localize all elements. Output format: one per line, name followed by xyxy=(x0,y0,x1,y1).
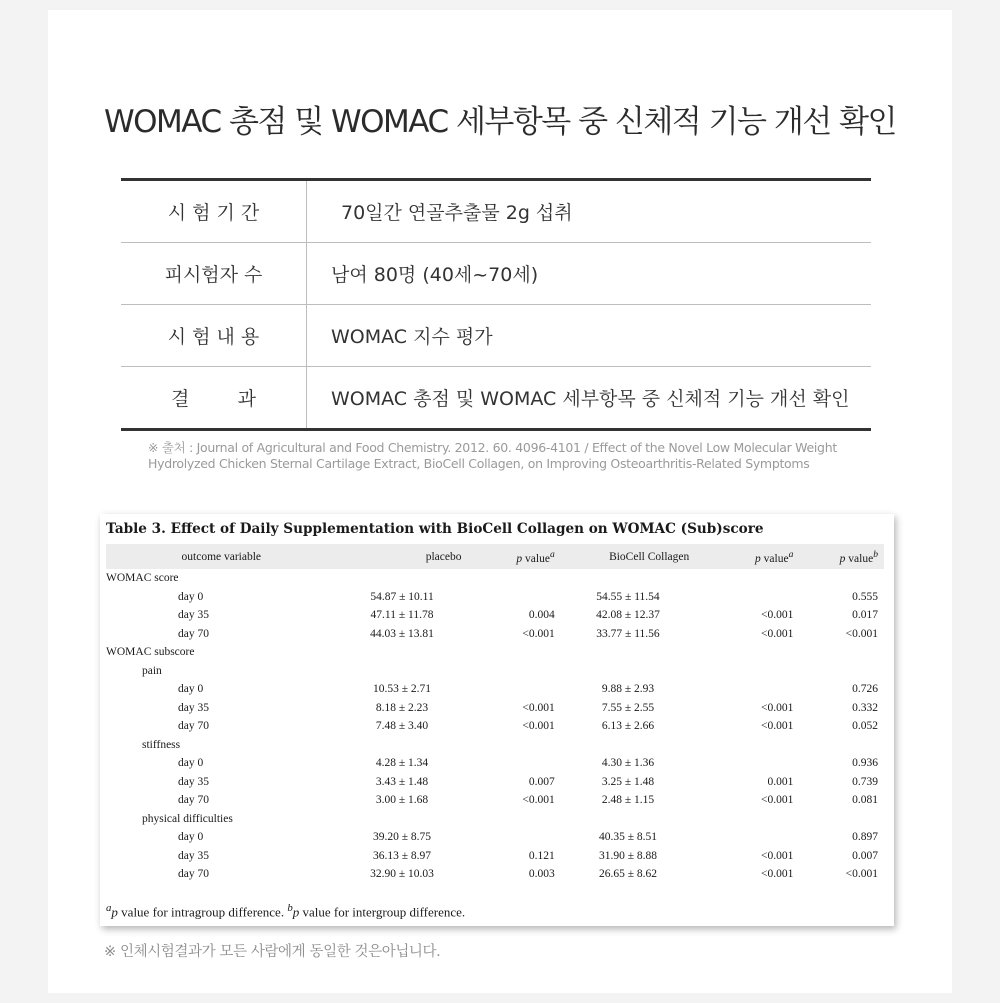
biocell-value xyxy=(561,569,696,588)
placebo-p-value: <0.001 xyxy=(522,627,555,640)
placebo-p-value: <0.001 xyxy=(522,720,555,733)
placebo-p-value xyxy=(467,662,560,681)
row-label: pain xyxy=(142,664,162,677)
placebo-value xyxy=(337,810,468,829)
intergroup-p-value xyxy=(799,569,884,588)
biocell-value xyxy=(561,810,696,829)
info-row-subjects xyxy=(121,243,871,305)
intergroup-p-value: <0.001 xyxy=(845,627,878,640)
placebo-p-value xyxy=(467,828,560,847)
table-row xyxy=(106,606,884,625)
biocell-p-value xyxy=(695,569,799,588)
placebo-value: 8.18 ± 2.23 xyxy=(375,701,429,714)
study-info-table xyxy=(121,178,871,431)
table-body xyxy=(106,569,884,884)
info-label: 피시험자 수 xyxy=(121,243,307,305)
placebo-p-value xyxy=(467,680,560,699)
row-label: day 0 xyxy=(178,757,204,770)
placebo-value: 3.00 ± 1.68 xyxy=(375,794,429,807)
table-row xyxy=(106,680,884,699)
womac-table xyxy=(106,544,884,884)
placebo-p-value xyxy=(467,588,560,607)
biocell-p-value: <0.001 xyxy=(760,868,794,881)
row-label: WOMAC subscore xyxy=(106,646,195,659)
placebo-p-value: 0.003 xyxy=(528,868,555,881)
placebo-value: 7.48 ± 3.40 xyxy=(375,720,429,733)
row-label: stiffness xyxy=(142,738,181,751)
table-row xyxy=(106,791,884,810)
intergroup-p-value: <0.001 xyxy=(845,868,878,881)
row-label: day 70 xyxy=(178,627,209,640)
header-p-value-a: p value$^a$ xyxy=(467,544,560,569)
placebo-p-value xyxy=(467,754,560,773)
table-image xyxy=(100,514,894,926)
biocell-p-value: <0.001 xyxy=(760,720,794,733)
biocell-p-value xyxy=(695,810,799,829)
biocell-value: 31.90 ± 8.88 xyxy=(598,849,658,862)
biocell-p-value xyxy=(695,680,799,699)
biocell-p-value: 0.001 xyxy=(767,775,794,788)
header-outcome: outcome variable xyxy=(106,544,337,569)
table-row xyxy=(106,643,884,662)
biocell-p-value xyxy=(695,588,799,607)
table-row xyxy=(106,828,884,847)
content-panel xyxy=(48,10,952,993)
info-row-content xyxy=(121,305,871,367)
intergroup-p-value xyxy=(799,643,884,662)
header-placebo: placebo xyxy=(337,544,468,569)
biocell-value: 42.08 ± 12.37 xyxy=(596,609,660,622)
row-label: day 70 xyxy=(178,794,209,807)
table-row xyxy=(106,699,884,718)
biocell-p-value: <0.001 xyxy=(760,701,794,714)
placebo-value xyxy=(337,662,468,681)
placebo-value: 10.53 ± 2.71 xyxy=(372,683,432,696)
info-row-period xyxy=(121,180,871,243)
info-value: WOMAC 지수 평가 xyxy=(307,305,872,367)
table-caption: Table 3. Effect of Daily Supplementation with BioCell Collagen on WOMAC (Sub)score xyxy=(106,521,764,537)
table-header-row xyxy=(106,544,884,569)
row-label: day 0 xyxy=(178,683,204,696)
info-label: 시 험 기 간 xyxy=(121,180,307,243)
table-row xyxy=(106,569,884,588)
intergroup-p-value: 0.726 xyxy=(852,683,878,696)
header-biocell: BioCell Collagen xyxy=(561,544,696,569)
biocell-p-value xyxy=(695,643,799,662)
placebo-p-value: 0.007 xyxy=(528,775,555,788)
biocell-p-value xyxy=(695,662,799,681)
table-row xyxy=(106,810,884,829)
placebo-value: 47.11 ± 11.78 xyxy=(370,609,434,622)
row-label: physical difficulties xyxy=(142,812,233,825)
table-row xyxy=(106,588,884,607)
biocell-p-value xyxy=(695,736,799,755)
intergroup-p-value: 0.332 xyxy=(852,701,878,714)
row-label: day 0 xyxy=(178,831,204,844)
biocell-value: 33.77 ± 11.56 xyxy=(596,627,660,640)
intergroup-p-value xyxy=(799,736,884,755)
info-row-result xyxy=(121,367,871,430)
row-label: day 35 xyxy=(178,775,209,788)
placebo-value: 39.20 ± 8.75 xyxy=(372,831,432,844)
placebo-value xyxy=(337,643,468,662)
header-p-value-a: p value$^a$ xyxy=(695,544,799,569)
placebo-p-value: <0.001 xyxy=(522,794,555,807)
row-label: day 70 xyxy=(178,720,209,733)
table-row xyxy=(106,773,884,792)
row-label: day 35 xyxy=(178,609,209,622)
intergroup-p-value: 0.052 xyxy=(852,720,878,733)
info-value: 70일간 연골추출물 2g 섭취 xyxy=(341,202,573,224)
biocell-p-value: <0.001 xyxy=(760,627,794,640)
biocell-value xyxy=(561,736,696,755)
table-row xyxy=(106,847,884,866)
biocell-p-value xyxy=(695,828,799,847)
placebo-p-value xyxy=(467,643,560,662)
info-value: WOMAC 총점 및 WOMAC 세부항목 중 신체적 기능 개선 확인 xyxy=(307,367,872,430)
biocell-value: 9.88 ± 2.93 xyxy=(601,683,655,696)
intergroup-p-value: 0.936 xyxy=(852,757,878,770)
intergroup-p-value xyxy=(799,810,884,829)
row-label: day 0 xyxy=(178,590,204,603)
table-row xyxy=(106,754,884,773)
header-p-value-b: p value$^b$ xyxy=(799,544,884,569)
placebo-value: 44.03 ± 13.81 xyxy=(370,627,434,640)
biocell-value: 26.65 ± 8.62 xyxy=(598,868,658,881)
biocell-value: 7.55 ± 2.55 xyxy=(601,701,655,714)
intergroup-p-value: 0.007 xyxy=(852,849,878,862)
intergroup-p-value: 0.017 xyxy=(852,609,878,622)
biocell-value xyxy=(561,662,696,681)
row-label: WOMAC score xyxy=(106,572,179,585)
row-label: day 35 xyxy=(178,849,209,862)
intergroup-p-value: 0.081 xyxy=(852,794,878,807)
source-citation: ※ 출처 : Journal of Agricultural and Food Chemistry. 2012. 60. 4096-4101 / Effect of the Novel Low Molecular Weight Hydrolyzed Chicken Sternal Cartilage Extract, BioCell Collagen, on Improving Osteoarthritis-Related Symptoms xyxy=(148,440,837,471)
info-label: 결 과 xyxy=(121,367,307,430)
placebo-p-value: 0.121 xyxy=(528,849,555,862)
info-label: 시 험 내 용 xyxy=(121,305,307,367)
row-label: day 35 xyxy=(178,701,209,714)
biocell-value: 40.35 ± 8.51 xyxy=(598,831,658,844)
table-row xyxy=(106,865,884,884)
placebo-p-value: 0.004 xyxy=(528,609,555,622)
biocell-value: 2.48 ± 1.15 xyxy=(601,794,655,807)
table-row xyxy=(106,625,884,644)
table-footnote: $^a$p value for intragroup difference. $^b$p value for intergroup difference. xyxy=(106,902,466,920)
intergroup-p-value: 0.739 xyxy=(852,775,878,788)
intergroup-p-value: 0.555 xyxy=(852,590,878,603)
row-label: day 70 xyxy=(178,868,209,881)
placebo-value: 3.43 ± 1.48 xyxy=(375,775,429,788)
info-value: 남여 80명 (40세~70세) xyxy=(307,243,872,305)
biocell-value: 3.25 ± 1.48 xyxy=(601,775,655,788)
placebo-value: 4.28 ± 1.34 xyxy=(375,757,429,770)
placebo-value xyxy=(337,736,468,755)
biocell-p-value: <0.001 xyxy=(760,609,794,622)
table-row xyxy=(106,736,884,755)
intergroup-p-value xyxy=(799,662,884,681)
placebo-value xyxy=(337,569,468,588)
placebo-p-value xyxy=(467,810,560,829)
page-title: WOMAC 총점 및 WOMAC 세부항목 중 신체적 기능 개선 확인 xyxy=(104,104,896,140)
biocell-p-value: <0.001 xyxy=(760,794,794,807)
placebo-value: 36.13 ± 8.97 xyxy=(372,849,432,862)
placebo-value: 32.90 ± 10.03 xyxy=(370,868,434,881)
biocell-p-value xyxy=(695,754,799,773)
biocell-p-value: <0.001 xyxy=(760,849,794,862)
placebo-value: 54.87 ± 10.11 xyxy=(370,590,434,603)
placebo-p-value xyxy=(467,736,560,755)
placebo-p-value xyxy=(467,569,560,588)
biocell-value: 54.55 ± 11.54 xyxy=(596,590,660,603)
biocell-value: 4.30 ± 1.36 xyxy=(601,757,655,770)
table-row xyxy=(106,717,884,736)
biocell-value: 6.13 ± 2.66 xyxy=(601,720,655,733)
table-row xyxy=(106,662,884,681)
intergroup-p-value: 0.897 xyxy=(852,831,878,844)
biocell-value xyxy=(561,643,696,662)
placebo-p-value: <0.001 xyxy=(522,701,555,714)
disclaimer: ※ 인체시험결과가 모든 사람에게 동일한 것은아닙니다. xyxy=(104,944,441,960)
